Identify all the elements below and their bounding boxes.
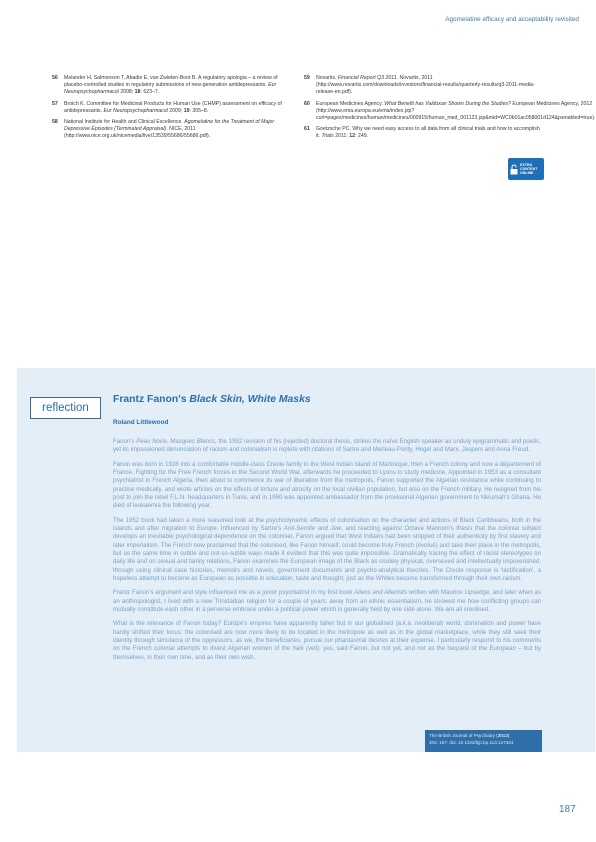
running-head: Agomelatine efficacy and acceptability revisited <box>445 16 579 23</box>
reference-item <box>52 75 292 97</box>
reference-number: 59 <box>304 75 310 81</box>
extra-content-online-badge[interactable] <box>508 158 544 180</box>
citation-box <box>425 730 542 752</box>
section-label: reflection <box>30 397 101 419</box>
article-body <box>113 438 541 668</box>
reference-list-right <box>304 75 596 145</box>
citation-journal-line: The British Journal of Psychiatry (2013) <box>429 733 510 738</box>
reference-item <box>304 100 596 123</box>
reference-number: 60 <box>304 100 310 107</box>
reference-list-left <box>52 75 292 145</box>
badge-text: EXTRA CONTENT ONLINE <box>520 163 538 175</box>
reference-text: European Medicines Agency. What Benefit has Valdoxan Shown During the Studies? European Medicines Agency, 2012 (http://www.ema.europa.eu/ema/index.jsp?curl=pages/medicines/human/medicines/000915/human_med_001123.jsp&mid=WC0b01ac058001d124&jsenabled=true). <box>316 100 596 122</box>
body-paragraph: Fanon was born in 1928 into a comfortable middle-class Creole family in the West Indian island of Martinique, then a French colony and now a département of France. Fighting for the Free French forces in the Second World War, afterwards he proceeded to Lyons to study medicine. Appointed in 1953 as a consultant psychiatrist in French Algeria, then about to commence its war of liberation from the metropolis, Fanon supported the Algerian resistance while continuing to practise medically, and wrote articles on the effects of torture and atrocity on the local civilian population, but also on the French military. He resigned from his post to join the rebel F.L.N. headquarters in Tunis, and in 1960 was appointed ambassador from the provisional Algerian government to Nkrumah's Ghana. He died of leukaemia the following year. <box>113 460 541 510</box>
reference-text: Broich K. Committee for Medicinal Products for Human Use (CHMP) assessment on efficacy of antidepressants. Eur Neuropsychopharmacol 2009; 19: 305–8. <box>64 100 282 114</box>
body-paragraph: Fanon's Peau Noire, Masques Blancs, the 1952 revision of his (rejected) doctoral thesis, strikes the naïve English speaker as unduly epigrammatic and poetic, yet its impassioned denunciation of racism and colonialism is replete with citations of Sartre and Merleau-Ponty, Hegel and Marx, Jaspers and Anna Freud. <box>113 438 541 454</box>
reference-number: 61 <box>304 126 310 133</box>
body-paragraph: Frantz Fanon's argument and style influenced me as a junior psychiatrist in my first book Aliens and Alienists written with Maurice Lipsedge, and later when as an anthropologist, I lived with a new Trinidadian religion for a couple of years: away from an ethnic essentialism, he showed me how conflicting groups can mutually constitute each other in a perverse embrace under a political power which is generally held by one side alone. We are all creolised. <box>113 589 541 613</box>
reference-text: National Institute for Health and Clinical Excellence. Agomelatine for the Treatment of Major Depressive Episodes (Terminated Appraisal). NICE, 2011 (http://www.nice.org.uk/nicemedia/live/13539/55686/55686.pdf). <box>64 119 275 140</box>
reference-text: Novartis. Financial Report Q3 2011. Novartis, 2011 (http://www.novartis.com/downloads/investors/financial-results/quarterly-results/q3-2011-media-release-en.pdf). <box>316 75 535 96</box>
page-number: 187 <box>559 804 576 815</box>
article-title: Frantz Fanon's Black Skin, White Masks <box>113 394 311 405</box>
reference-number: 57 <box>52 100 58 107</box>
body-paragraph: The 1952 book had taken a more reasoned look at the psychodynamic effects of colonisation on the character and actions of Black Caribbeans, both in the islands and after migration to Europe. Influenced by Sartre's Anti-Semite and Jew, and reacting against Octave Mannoni's thesis that the colonial subject develops an inevitable psychological dependence on the coloniser, Fanon argued that West Indians had been stripped of their authenticity by first slavery and later imperialism. The French now proclaimed that the colonised, like Fanon himself, could become truly French (évolué) and take their place in the metropolis, but as the same time in subtle and not-so-subtle ways made it evident that this was quite impossible. Dramatically tracing the effect of racist stereotypes on daily life and on sexual and family relations, Fanon examines the European image of the Black as crudely physical, oversexed and intellectually impoverished, through using clinical case histories, memoirs and novels, government documents and psycho-analytical theories. The Creole response is 'lactification', a hopeless attempt to become as European as possible in education, taste and thought, just as the Whites become transformed through their own racism. <box>113 516 541 582</box>
reference-number: 56 <box>52 75 58 81</box>
reference-item <box>52 101 292 115</box>
citation-doi-line: 203, 187. doi: 10.1192/bjp.bp.113.127324 <box>429 740 514 745</box>
reference-item <box>304 126 544 140</box>
reference-text: Goetzsche PC. Why we need easy access to all data from all clinical trials and how to accomplish it. Trials 2011; 12: 249. <box>316 126 540 140</box>
open-lock-icon <box>510 164 518 175</box>
reference-number: 58 <box>52 119 58 126</box>
body-paragraph: What is the relevance of Fanon today? Europe's empires have apparently fallen but in our globalised (a.k.a. neoliberal) world, domination and power have hardly shifted their locus: the colonised are now more likely to be located in the metropole as well as in the global marketplace, while they still seek their identity through simulacra of the oppressors, as we, the beneficiaries, pursue our phantasmal desires at their expense. I particularly respond to his comments on the French colonial attempts to divest Algerian women of the haik (veil): yes, said Fanon, but not yet, and not as the bequest of the European – but by themselves, in their own time, and as their own wish. <box>113 620 542 661</box>
reference-item <box>304 75 544 97</box>
reference-item <box>52 119 292 141</box>
article-author: Roland Littlewood <box>113 419 169 426</box>
reference-text: Melander H, Salmonson T, Abadie E, van Zwieten-Boot B. A regulatory apologia – a review of placebo-controlled studies in regulatory submissions of new-generation antidepressants. Eur Neuropsychopharmacol 2008; 18: 623–7. <box>64 75 278 96</box>
